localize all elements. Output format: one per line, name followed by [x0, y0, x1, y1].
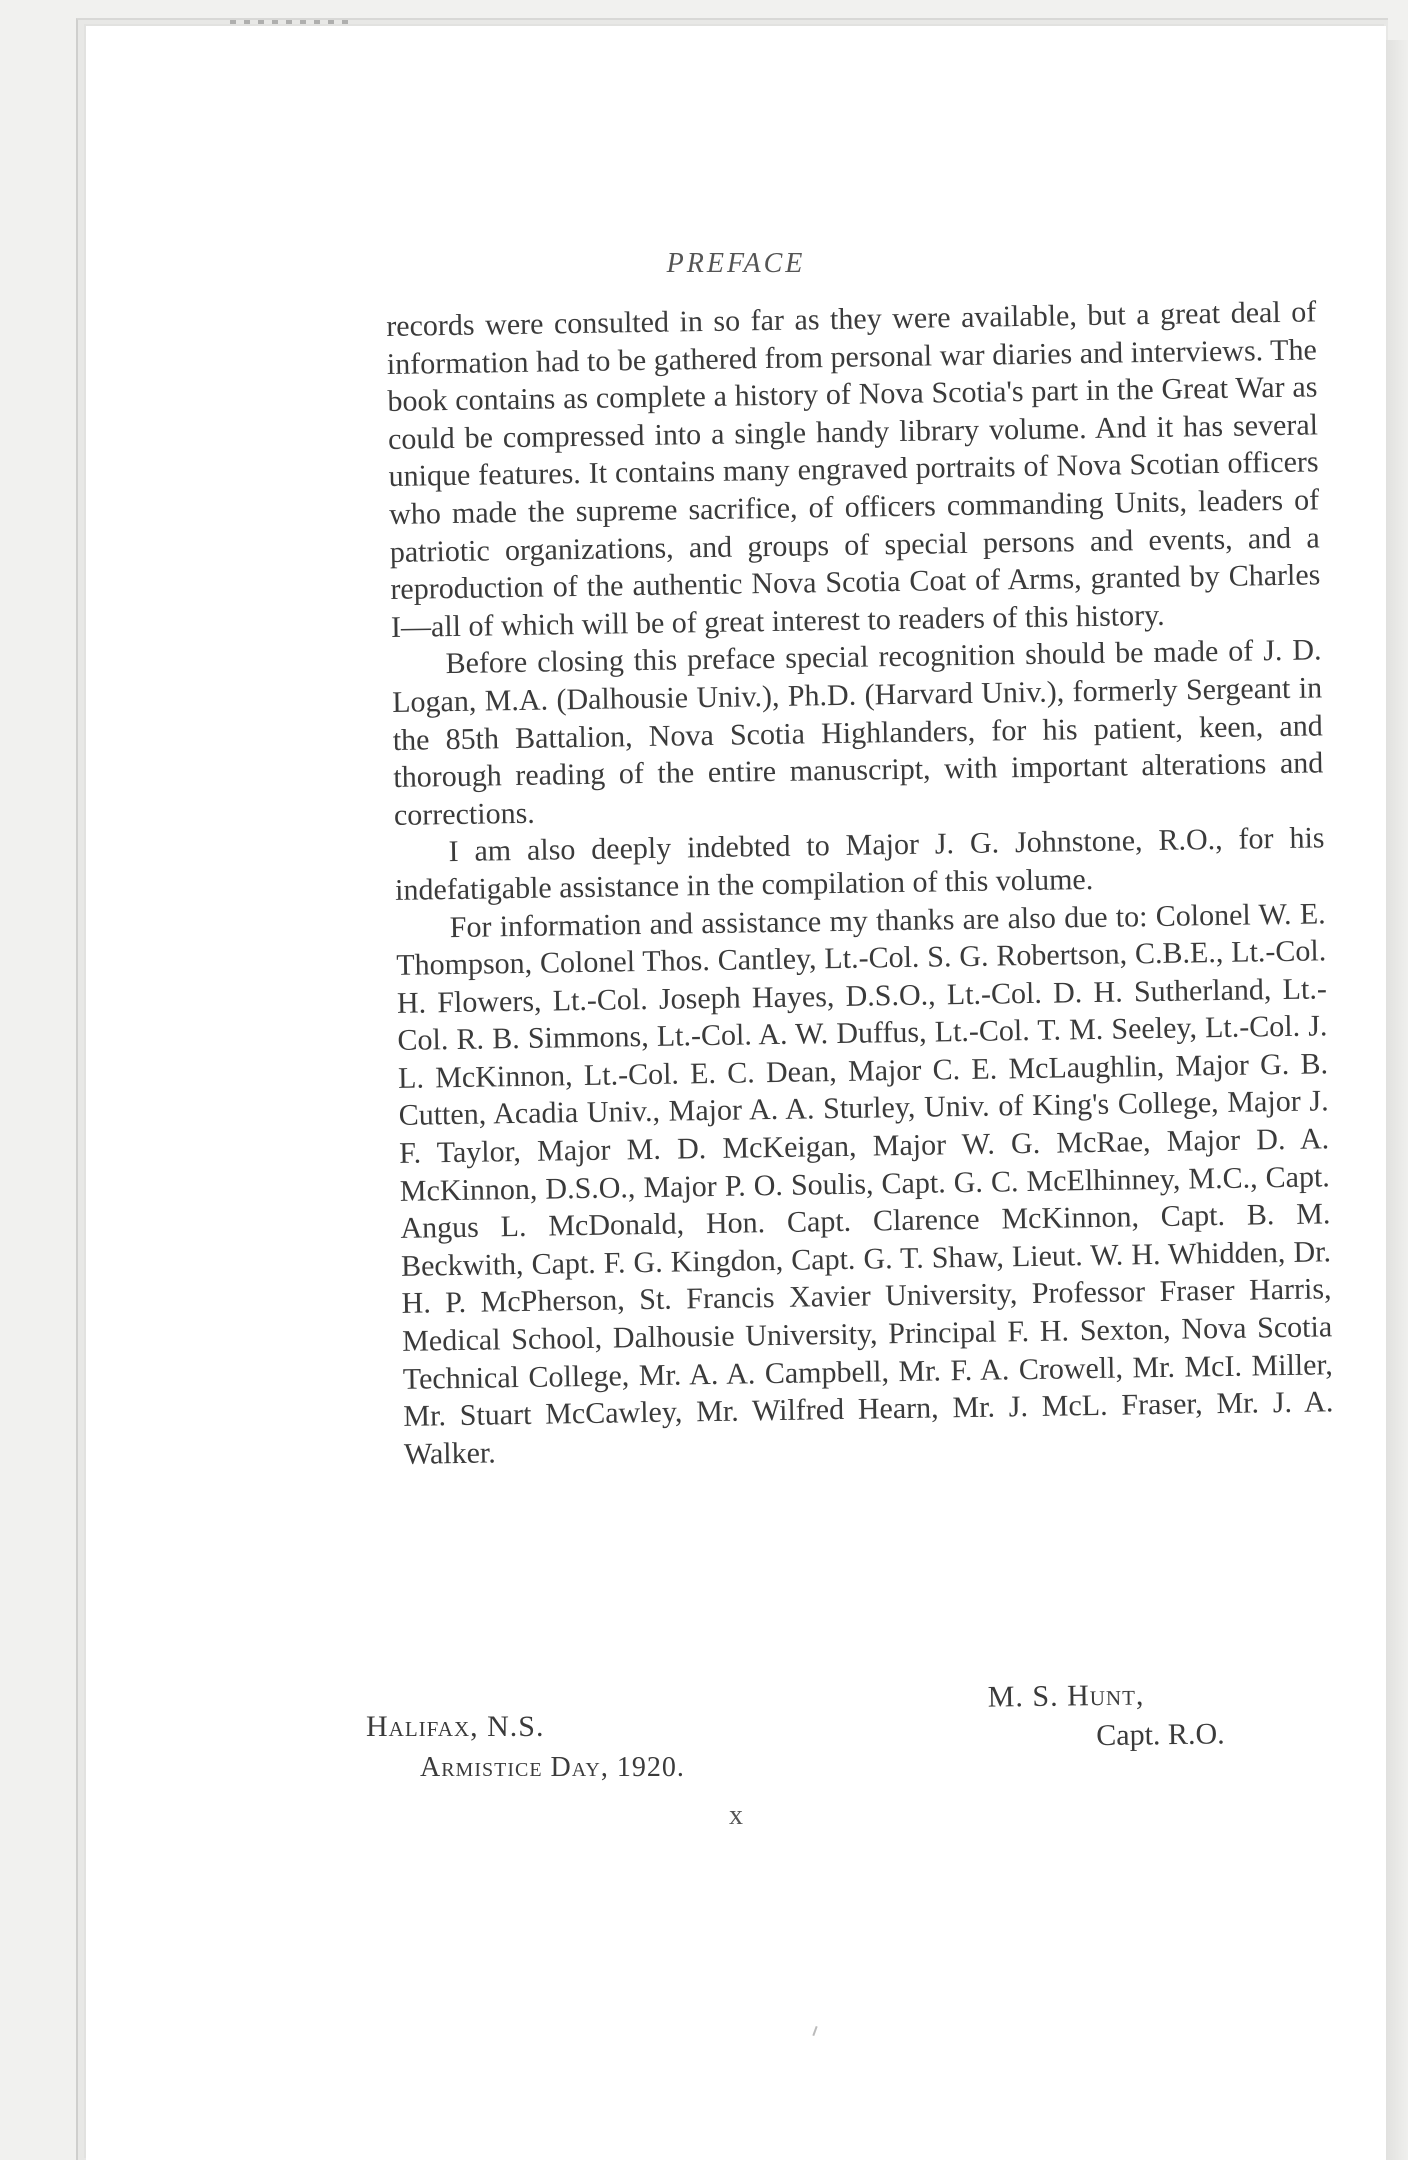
- paragraph-indebted: I am also deeply indebted to Major J. G. Johnstone, R.O., for his indefatigable assistance in the compilation of this volume.: [394, 821, 1325, 907]
- signature-block: [987, 1674, 1224, 1757]
- paragraph-continuation: records were consulted in so far as they were available, but a great deal of information had to be gathered from personal war diaries and interviews. The book contains as complete a history of Nova Scotia's part in the Great War as could be compressed into a single handy library volume. And it has several unique features. It contains many engraved portraits of Nova Scotian officers who made the supreme sacrifice, of officers commanding Units, leaders of patriotic organizations, and groups of special persons and events, and a reproduction of the authentic Nova Scotia Coat of Arms, granted by Charles I—all of which will be of great interest to readers of this history.: [386, 295, 1321, 644]
- document-page: [86, 26, 1386, 2160]
- signature-title: Capt. R.O.: [1096, 1717, 1225, 1753]
- place-line: Halifax, N.S.: [366, 1710, 545, 1743]
- paragraph-acknowledgements: For information and assistance my thanks are also due to: Colonel W. E. Thompson, Colonel Thos. Cantley, Lt.-Col. S. G. Robertson, C.B.E., Lt.-Col. H. Flowers, Lt.-Col. Joseph Hayes, D.S.O., Lt.-Col. D. H. Sutherland, Lt.-Col. R. B. Simmons, Lt.-Col. A. W. Duffus, Lt.-Col. T. M. Seeley, Lt.-Col. J. L. McKinnon, Lt.-Col. E. C. Dean, Major C. E. McLaughlin, Major G. B. Cutten, Acadia Univ., Major A. A. Sturley, Univ. of King's College, Major J. F. Taylor, Major M. D. McKeigan, Major W. G. McRae, Major D. A. McKinnon, D.S.O., Major P. O. Soulis, Capt. G. C. McElhinney, M.C., Capt. Angus L. McDonald, Hon. Capt. Clarence McKinnon, Capt. B. M. Beckwith, Capt. F. G. Kingdon, Capt. G. T. Shaw, Lieut. W. H. Whidden, Dr. H. P. McPherson, St. Francis Xavier University, Professor Fraser Harris, Medical School, Dalhousie University, Principal F. H. Sexton, Nova Scotia Technical College, Mr. A. A. Campbell, Mr. F. A. Crowell, Mr. McI. Miller, Mr. Stuart McCawley, Mr. Wilfred Hearn, Mr. J. McL. Fraser, Mr. J. A. Walker.: [396, 896, 1334, 1471]
- running-header: PREFACE: [666, 248, 806, 279]
- paper-speck: [812, 2026, 817, 2036]
- page-number: x: [729, 1800, 743, 1831]
- paragraph-recognition: Before closing this preface special recognition should be made of J. D. Logan, M.A. (Dalhousie Univ.), Ph.D. (Harvard Univ.), formerly Sergeant in the 85th Battalion, Nova Scotia Highlanders, for his patient, keen, and thorough reading of the entire manuscript, with important alterations and corrections.: [391, 633, 1324, 832]
- signature-name: M. S. Hunt,: [987, 1678, 1145, 1714]
- date-line: Armistice Day, 1920.: [420, 1752, 685, 1783]
- preface-body: [386, 293, 1334, 1473]
